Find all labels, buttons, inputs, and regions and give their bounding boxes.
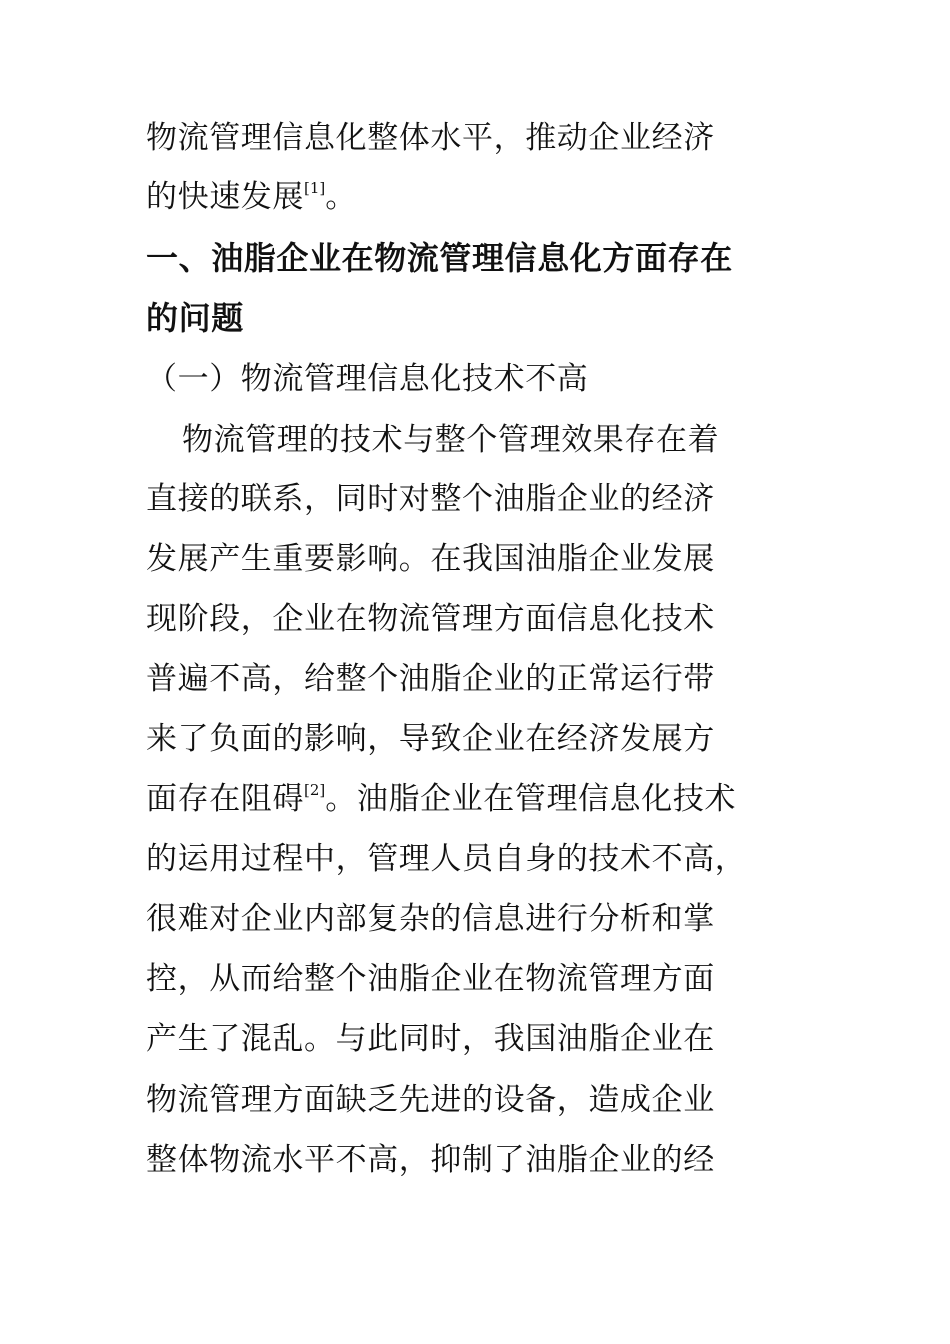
- body-line-8: 的运用过程中，管理人员自身的技术不高，: [146, 841, 747, 877]
- intro-line-2-tail: 。: [325, 179, 357, 215]
- body-line-12: 物流管理方面缺乏先进的设备，造成企业: [146, 1082, 715, 1118]
- body-line-3: 发展产生重要影响。在我国油脂企业发展: [146, 541, 715, 577]
- body-line-6: 来了负面的影响，导致企业在经济发展方: [146, 721, 715, 757]
- citation-ref-1[interactable]: [1]: [304, 179, 326, 197]
- body-line-13: 整体物流水平不高，抑制了油脂企业的经: [146, 1142, 715, 1178]
- body-line-11: 产生了混乱。与此同时，我国油脂企业在: [146, 1021, 715, 1057]
- section-heading-line-2: 的问题: [146, 299, 244, 337]
- body-line-4: 现阶段，企业在物流管理方面信息化技术: [146, 601, 715, 637]
- section-heading-line-1: 一、油脂企业在物流管理信息化方面存在: [146, 239, 733, 277]
- body-line-10: 控，从而给整个油脂企业在物流管理方面: [146, 961, 715, 997]
- body-line-5: 普遍不高，给整个油脂企业的正常运行带: [146, 661, 715, 697]
- body-line-7-tail: 。油脂企业在管理信息化技术: [325, 781, 737, 817]
- body-line-1: 物流管理的技术与整个管理效果存在着: [182, 422, 720, 458]
- intro-line-2-text: 的快速发展: [146, 179, 304, 215]
- body-line-7-text: 面存在阻碍: [146, 781, 304, 817]
- intro-line-1: 物流管理信息化整体水平，推动企业经济: [146, 120, 715, 156]
- body-line-9: 很难对企业内部复杂的信息进行分析和掌: [146, 901, 715, 937]
- intro-line-2: [146, 177, 357, 217]
- body-line-7: [146, 779, 736, 819]
- subsection-heading: （一）物流管理信息化技术不高: [146, 361, 589, 397]
- body-line-2: 直接的联系，同时对整个油脂企业的经济: [146, 481, 715, 517]
- citation-ref-2[interactable]: [2]: [304, 781, 326, 799]
